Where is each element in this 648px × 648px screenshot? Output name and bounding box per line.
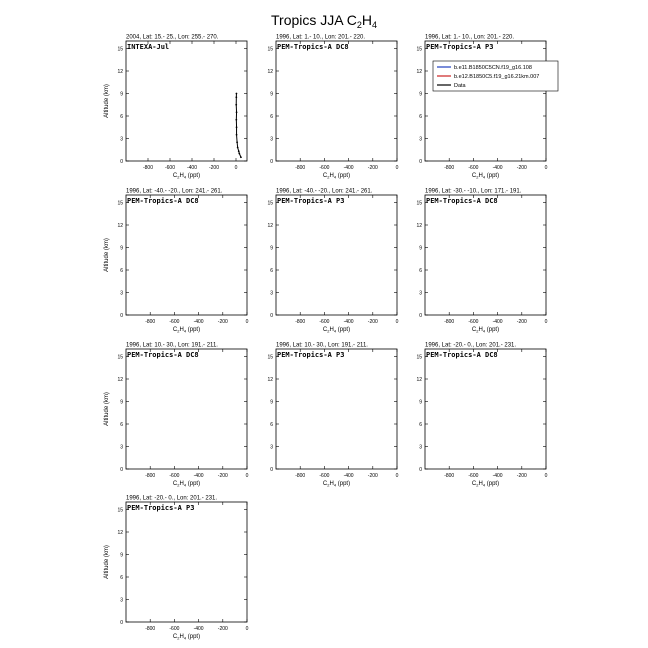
x-tick-label: -600 xyxy=(169,473,180,479)
data-point xyxy=(236,126,238,128)
y-tick-label: 0 xyxy=(120,159,123,165)
x-tick-label: -800 xyxy=(142,165,154,171)
x-tick-label: 0 xyxy=(395,165,399,171)
data-point xyxy=(235,119,237,121)
y-tick-label: 12 xyxy=(416,223,422,229)
x-tick-label: -800 xyxy=(145,319,156,325)
x-tick-label: -600 xyxy=(169,626,180,632)
plot-frame xyxy=(126,502,247,622)
x-tick-label: -600 xyxy=(319,473,330,479)
plot-frame xyxy=(425,195,546,315)
legend-label: b.e11.B1850C5CN.f19_g16.108 xyxy=(454,65,532,71)
y-tick-label: 15 xyxy=(117,507,123,514)
campaign-label: PEM-Tropics-A P3 xyxy=(127,504,195,512)
y-tick-label: 15 xyxy=(117,200,123,207)
y-tick-label: 9 xyxy=(120,552,123,559)
panel-7 xyxy=(104,343,249,488)
x-tick-label: 0 xyxy=(234,165,238,171)
y-tick-label: 6 xyxy=(270,422,273,428)
x-tick-label: 0 xyxy=(245,626,249,632)
y-tick-label: 15 xyxy=(267,354,273,361)
y-tick-label: 15 xyxy=(117,46,123,53)
data-point xyxy=(235,96,237,98)
panel-4 xyxy=(104,189,249,334)
panel-header: 1996, Lat: 10.- 30., Lon: 191.- 211. xyxy=(126,342,218,349)
y-tick-label: 0 xyxy=(120,467,123,473)
x-tick-label: -200 xyxy=(516,473,527,479)
data-point xyxy=(240,156,242,158)
y-tick-label: 3 xyxy=(120,136,123,143)
y-tick-label: 6 xyxy=(120,114,123,120)
y-tick-label: 3 xyxy=(270,290,273,297)
x-axis-label: $C_2H_4$ (ppt) xyxy=(471,481,500,488)
x-axis-label: $C_2H_4$ (ppt) xyxy=(172,634,201,641)
panel-header: 1996, Lat: -20.- 0., Lon: 201.- 231. xyxy=(126,495,218,502)
y-tick-label: 9 xyxy=(270,91,273,98)
plot-frame xyxy=(276,41,397,161)
panel-header: 1996, Lat: -30.- -10., Lon: 171.- 191. xyxy=(425,188,522,195)
x-tick-label: -400 xyxy=(492,319,503,325)
y-tick-label: 3 xyxy=(419,136,422,143)
y-tick-label: 6 xyxy=(120,268,123,274)
plot-frame xyxy=(126,349,247,469)
y-tick-label: 15 xyxy=(416,46,422,53)
x-axis-label: $C_2H_4$ (ppt) xyxy=(471,173,500,180)
x-tick-label: -200 xyxy=(516,319,527,325)
campaign-label: PEM-Tropics-A DC8 xyxy=(127,197,199,205)
x-tick-label: 0 xyxy=(544,165,548,171)
x-tick-label: -400 xyxy=(193,319,204,325)
x-tick-label: 0 xyxy=(245,473,249,479)
campaign-label: PEM-Tropics-A DC8 xyxy=(277,43,349,51)
x-tick-label: -800 xyxy=(145,626,156,632)
x-tick-label: -600 xyxy=(169,319,180,325)
x-tick-label: 0 xyxy=(544,319,548,325)
panel-header: 1996, Lat: -40.- -20., Lon: 241.- 261. xyxy=(276,188,373,195)
y-tick-label: 3 xyxy=(419,444,422,451)
x-tick-label: -400 xyxy=(492,165,503,171)
campaign-label: INTEXA-Jul xyxy=(127,43,170,51)
figure-title: Tropics JJA $C_2H_4$ xyxy=(271,12,377,30)
x-tick-label: -600 xyxy=(468,319,479,325)
y-tick-label: 12 xyxy=(117,69,123,75)
y-tick-label: 3 xyxy=(270,136,273,143)
campaign-label: PEM-Tropics-A P3 xyxy=(426,43,494,51)
panel-header: 2004, Lat: 15.- 25., Lon: 255.- 270. xyxy=(126,34,219,41)
x-tick-label: -800 xyxy=(295,473,306,479)
x-tick-label: 0 xyxy=(544,473,548,479)
x-tick-label: -600 xyxy=(319,319,330,325)
panel-10 xyxy=(104,496,249,641)
y-tick-label: 0 xyxy=(270,313,273,319)
data-point xyxy=(238,150,240,152)
panel-6 xyxy=(416,189,547,334)
panel-8 xyxy=(267,343,398,488)
y-tick-label: 6 xyxy=(419,114,422,120)
x-tick-label: -200 xyxy=(367,319,378,325)
campaign-label: PEM-Tropics-A P3 xyxy=(277,197,345,205)
y-tick-label: 12 xyxy=(267,377,273,383)
panel-2 xyxy=(267,35,398,180)
campaign-label: PEM-Tropics-A DC8 xyxy=(127,351,199,359)
data-point xyxy=(236,141,238,143)
data-point xyxy=(236,93,238,95)
y-tick-label: 9 xyxy=(419,91,422,98)
plot-frame xyxy=(425,349,546,469)
x-tick-label: -200 xyxy=(208,165,220,171)
y-tick-label: 9 xyxy=(419,399,422,406)
y-axis-label: Altitude (km) xyxy=(104,545,110,579)
y-tick-label: 12 xyxy=(267,69,273,75)
legend xyxy=(433,61,558,91)
x-axis-label: $C_2H_4$ (ppt) xyxy=(172,327,201,334)
y-tick-label: 3 xyxy=(120,290,123,297)
y-tick-label: 0 xyxy=(419,313,422,319)
y-tick-label: 12 xyxy=(117,223,123,229)
x-axis-label: $C_2H_4$ (ppt) xyxy=(322,327,351,334)
data-point xyxy=(236,111,238,113)
y-tick-label: 15 xyxy=(416,200,422,207)
y-tick-label: 12 xyxy=(117,377,123,383)
y-tick-label: 6 xyxy=(419,422,422,428)
y-tick-label: 3 xyxy=(120,597,123,604)
data-point xyxy=(235,104,237,106)
y-tick-label: 15 xyxy=(416,354,422,361)
x-tick-label: -200 xyxy=(516,165,527,171)
x-axis-label: $C_2H_4$ (ppt) xyxy=(322,173,351,180)
y-tick-label: 9 xyxy=(120,399,123,406)
y-tick-label: 9 xyxy=(270,245,273,252)
x-tick-label: -400 xyxy=(193,626,204,632)
y-tick-label: 12 xyxy=(416,69,422,75)
panel-header: 1996, Lat: 10.- 30., Lon: 191.- 211. xyxy=(276,342,368,349)
x-axis-label: $C_2H_4$ (ppt) xyxy=(172,173,201,180)
y-tick-label: 3 xyxy=(419,290,422,297)
y-tick-label: 0 xyxy=(270,467,273,473)
x-tick-label: -400 xyxy=(492,473,503,479)
data-point xyxy=(238,153,240,155)
x-tick-label: -400 xyxy=(186,165,198,171)
y-axis-label: Altitude (km) xyxy=(104,392,110,426)
y-tick-label: 9 xyxy=(270,399,273,406)
campaign-label: PEM-Tropics-A DC8 xyxy=(426,197,498,205)
panel-9 xyxy=(416,343,547,488)
panel-header: 1996, Lat: 1.- 10., Lon: 201.- 220. xyxy=(276,34,366,41)
x-tick-label: -600 xyxy=(319,165,330,171)
panel-header: 1996, Lat: 1.- 10., Lon: 201.- 220. xyxy=(425,34,515,41)
x-axis-label: $C_2H_4$ (ppt) xyxy=(471,327,500,334)
x-tick-label: -200 xyxy=(217,626,228,632)
y-tick-label: 6 xyxy=(120,575,123,581)
legend-label: Data xyxy=(454,83,466,89)
x-tick-label: -200 xyxy=(367,473,378,479)
x-tick-label: 0 xyxy=(395,319,399,325)
y-tick-label: 15 xyxy=(117,354,123,361)
x-tick-label: -800 xyxy=(295,165,306,171)
x-tick-label: -400 xyxy=(343,165,354,171)
y-tick-label: 3 xyxy=(270,444,273,451)
y-tick-label: 6 xyxy=(270,268,273,274)
panel-5 xyxy=(267,189,398,334)
legend-label: b.e12.B1850C5.f19_g16.21km.007 xyxy=(454,74,540,80)
x-tick-label: -800 xyxy=(145,473,156,479)
campaign-label: PEM-Tropics-A P3 xyxy=(277,351,345,359)
panel-header: 1996, Lat: -20.- 0., Lon: 201.- 231. xyxy=(425,342,517,349)
plot-frame xyxy=(126,41,247,161)
y-tick-label: 9 xyxy=(120,245,123,252)
data-point xyxy=(236,134,238,136)
x-tick-label: -400 xyxy=(343,473,354,479)
y-tick-label: 0 xyxy=(270,159,273,165)
x-tick-label: -600 xyxy=(468,473,479,479)
panel-header: 1996, Lat: -40.- -20., Lon: 241.- 261. xyxy=(126,188,223,195)
plot-frame xyxy=(425,41,546,161)
y-axis-label: Altitude (km) xyxy=(104,84,110,118)
x-tick-label: 0 xyxy=(245,319,249,325)
y-tick-label: 12 xyxy=(416,377,422,383)
x-axis-label: $C_2H_4$ (ppt) xyxy=(172,481,201,488)
x-tick-label: -400 xyxy=(193,473,204,479)
x-tick-label: 0 xyxy=(395,473,399,479)
x-tick-label: -800 xyxy=(444,165,455,171)
y-tick-label: 12 xyxy=(267,223,273,229)
y-tick-label: 0 xyxy=(120,313,123,319)
panels-group xyxy=(104,35,548,641)
panel-3 xyxy=(416,35,547,180)
y-tick-label: 0 xyxy=(419,159,422,165)
plot-frame xyxy=(276,349,397,469)
data-point xyxy=(237,147,239,149)
campaign-label: PEM-Tropics-A DC8 xyxy=(426,351,498,359)
y-tick-label: 9 xyxy=(419,245,422,252)
panel-1 xyxy=(104,35,247,180)
x-tick-label: -200 xyxy=(367,165,378,171)
plot-frame xyxy=(126,195,247,315)
x-tick-label: -800 xyxy=(295,319,306,325)
x-tick-label: -800 xyxy=(444,319,455,325)
x-tick-label: -800 xyxy=(444,473,455,479)
x-axis-label: $C_2H_4$ (ppt) xyxy=(322,481,351,488)
x-tick-label: -200 xyxy=(217,473,228,479)
y-tick-label: 15 xyxy=(267,46,273,53)
y-tick-label: 3 xyxy=(120,444,123,451)
x-tick-label: -600 xyxy=(164,165,176,171)
y-tick-label: 0 xyxy=(120,620,123,626)
plot-frame xyxy=(276,195,397,315)
y-tick-label: 0 xyxy=(419,467,422,473)
y-tick-label: 6 xyxy=(419,268,422,274)
x-tick-label: -200 xyxy=(217,319,228,325)
x-tick-label: -600 xyxy=(468,165,479,171)
y-axis-label: Altitude (km) xyxy=(104,238,110,272)
x-tick-label: -400 xyxy=(343,319,354,325)
y-tick-label: 15 xyxy=(267,200,273,207)
y-tick-label: 12 xyxy=(117,530,123,536)
y-tick-label: 6 xyxy=(120,422,123,428)
y-tick-label: 9 xyxy=(120,91,123,98)
y-tick-label: 6 xyxy=(270,114,273,120)
